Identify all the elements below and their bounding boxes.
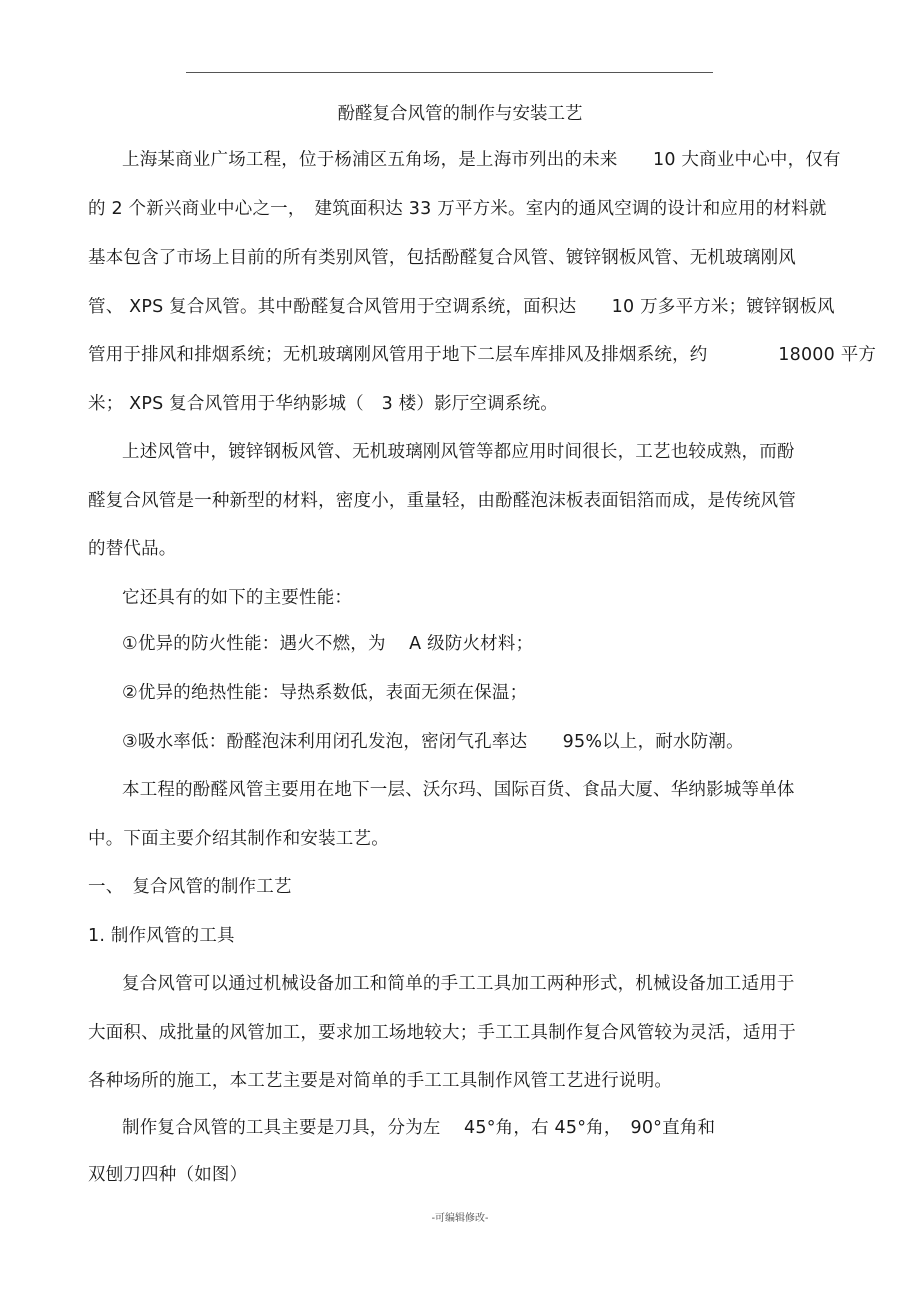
paragraph-line: 的 2 个新兴商业中心之一， 建筑面积达 33 万平方米。室内的通风空调的设计和应用的材料就 [88, 199, 827, 219]
paragraph-line: 双刨刀四种（如图） [88, 1165, 248, 1185]
paragraph-line: 管、 XPS 复合风管。其中酚醛复合风管用于空调系统，面积达 10 万多平方米；镀锌钢板风 [88, 297, 835, 317]
paragraph-line: 它还具有的如下的主要性能： [122, 588, 353, 608]
paragraph-line: 基本包含了市场上目前的所有类别风管，包括酚醛复合风管、镀锌钢板风管、无机玻璃刚风 [88, 248, 796, 268]
document-title: 酚醛复合风管的制作与安装工艺 [337, 104, 583, 124]
paragraph-line: 的替代品。 [88, 539, 177, 559]
list-item: ③吸水率低：酚醛泡沫利用闭孔发泡，密闭气孔率达 95%以上，耐水防潮。 [122, 732, 744, 752]
list-item: ①优异的防火性能：遇火不燃，为 A 级防火材料； [122, 634, 534, 654]
paragraph-line: 大面积、成批量的风管加工，要求加工场地较大；手工工具制作复合风管较为灵活，适用于 [88, 1023, 796, 1043]
paragraph-line: 上海某商业广场工程，位于杨浦区五角场，是上海市列出的未来 10 大商业中心中，仅有 [122, 150, 841, 170]
paragraph-line: 复合风管可以通过机械设备加工和简单的手工工具加工两种形式，机械设备加工适用于 [122, 974, 795, 994]
paragraph-line: 各种场所的施工，本工艺主要是对简单的手工工具制作风管工艺进行说明。 [88, 1071, 673, 1091]
list-item: ②优异的绝热性能：导热系数低，表面无须在保温； [122, 683, 528, 703]
paragraph-line: 中。下面主要介绍其制作和安装工艺。 [88, 829, 389, 849]
subsection-heading: 1. 制作风管的工具 [88, 926, 235, 946]
paragraph-line: 米； XPS 复合风管用于华纳影城（ 3 楼）影厅空调系统。 [88, 394, 558, 414]
page-footer: -可编辑修改- [431, 1213, 489, 1224]
paragraph-line: 管用于排风和排烟系统；无机玻璃刚风管用于地下二层车库排风及排烟系统，约 18000 平方 [88, 345, 877, 365]
section-heading: 一、 复合风管的制作工艺 [88, 877, 292, 897]
paragraph-line: 制作复合风管的工具主要是刀具，分为左 45°角，右 45°角， 90°直角和 [122, 1118, 716, 1138]
paragraph-line: 醛复合风管是一种新型的材料，密度小，重量轻，由酚醛泡沫板表面铝箔而成，是传统风管 [88, 491, 796, 511]
header-rule [186, 72, 713, 73]
paragraph-line: 上述风管中，镀锌钢板风管、无机玻璃刚风管等都应用时间很长，工艺也较成熟，而酚 [122, 442, 795, 462]
paragraph-line: 本工程的酚醛风管主要用在地下一层、沃尔玛、国际百货、食品大厦、华纳影城等单体 [122, 780, 795, 800]
